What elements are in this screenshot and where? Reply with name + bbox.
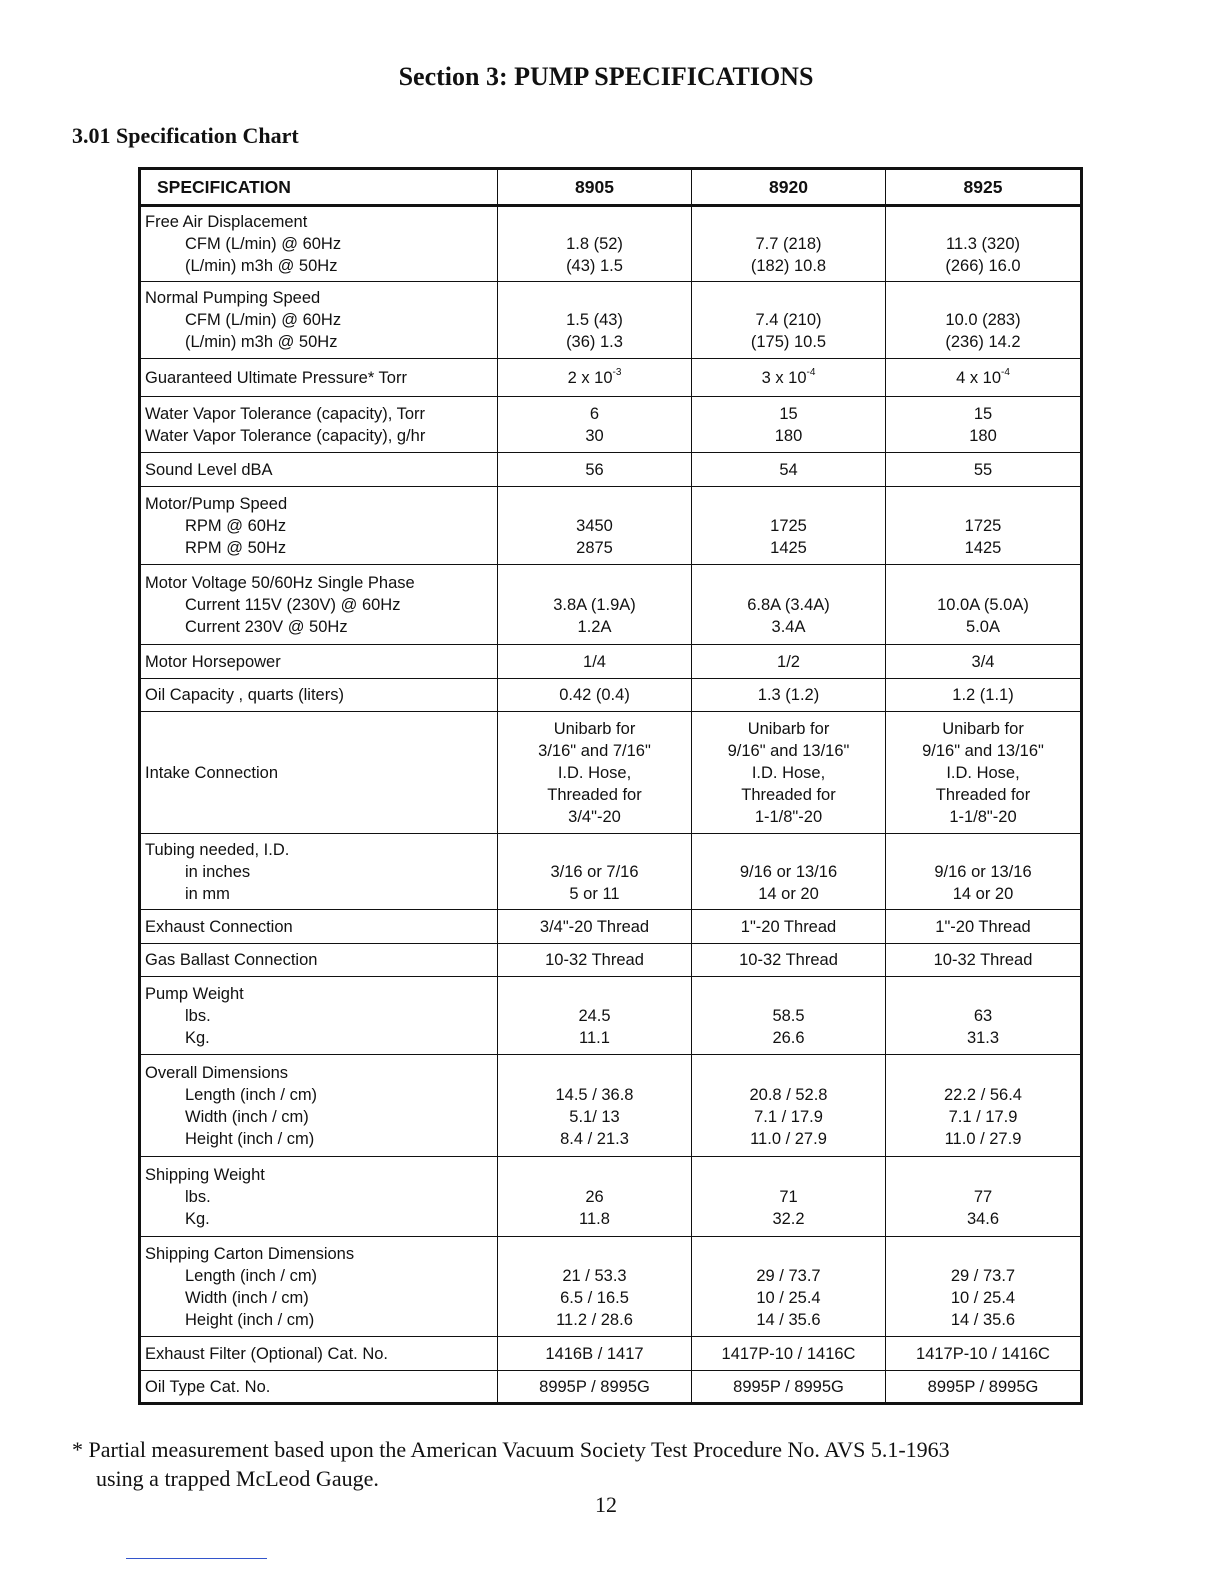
page-number: 12 — [595, 1492, 617, 1517]
row-ultimate-pressure — [140, 359, 1082, 397]
row-label: Motor Horsepower — [140, 645, 498, 679]
cell-8925: 4 x $10^{-4}$ — [886, 359, 1082, 397]
cell-8920: 15 180 — [692, 397, 886, 453]
cell-8925: 55 — [886, 453, 1082, 487]
cell-8905: 24.5 11.1 — [498, 977, 692, 1055]
cell-8905: 3/4"-20 Thread — [498, 910, 692, 944]
table-header-row — [140, 169, 1082, 206]
cell-8925: Unibarb for 9/16" and 13/16" I.D. Hose, Threaded for 1-1/8"-20 — [886, 712, 1082, 834]
row-exhaust-connection — [140, 910, 1082, 944]
cell-8920: 7.4 (210) (175) 10.5 — [692, 282, 886, 359]
cell-8920: 1.3 (1.2) — [692, 679, 886, 712]
cell-8905: 2 x $10^{-3}$ — [498, 359, 692, 397]
row-label: Motor/Pump Speed RPM @ 60Hz RPM @ 50Hz — [140, 487, 498, 565]
header-8925: 8925 — [886, 169, 1082, 206]
footer-rule — [126, 1558, 267, 1559]
cell-8920: 3 x $10^{-4}$ — [692, 359, 886, 397]
row-motor-pump-speed — [140, 487, 1082, 565]
row-label: Guaranteed Ultimate Pressure* Torr — [140, 359, 498, 397]
row-intake-connection — [140, 712, 1082, 834]
row-label: Sound Level dBA — [140, 453, 498, 487]
cell-8920: 7.7 (218) (182) 10.8 — [692, 206, 886, 282]
row-normal-pumping-speed — [140, 282, 1082, 359]
cell-8925: 9/16 or 13/16 14 or 20 — [886, 834, 1082, 910]
cell-8925: 63 31.3 — [886, 977, 1082, 1055]
cell-8905: 1416B / 1417 — [498, 1337, 692, 1371]
cell-8920: 8995P / 8995G — [692, 1371, 886, 1404]
row-gas-ballast — [140, 944, 1082, 977]
cell-8925: 10.0A (5.0A) 5.0A — [886, 565, 1082, 645]
cell-8920: 1"-20 Thread — [692, 910, 886, 944]
footnote — [72, 1435, 950, 1493]
cell-8905: 3/16 or 7/16 5 or 11 — [498, 834, 692, 910]
cell-8905: 1.8 (52) (43) 1.5 — [498, 206, 692, 282]
cell-8920: 1417P-10 / 1416C — [692, 1337, 886, 1371]
cell-8925: 8995P / 8995G — [886, 1371, 1082, 1404]
cell-8905: 26 11.8 — [498, 1157, 692, 1237]
row-oil-type — [140, 1371, 1082, 1404]
row-label: Overall Dimensions Length (inch / cm) Width (inch / cm) Height (inch / cm) — [140, 1055, 498, 1157]
row-exhaust-filter — [140, 1337, 1082, 1371]
row-label: Water Vapor Tolerance (capacity), Torr Water Vapor Tolerance (capacity), g/hr — [140, 397, 498, 453]
cell-8905: 1/4 — [498, 645, 692, 679]
cell-8920: 29 / 73.7 10 / 25.4 14 / 35.6 — [692, 1237, 886, 1337]
row-sound-level — [140, 453, 1082, 487]
row-label: Free Air Displacement CFM (L/min) @ 60Hz (L/min) m3h @ 50Hz — [140, 206, 498, 282]
row-pump-weight — [140, 977, 1082, 1055]
row-tubing-needed — [140, 834, 1082, 910]
row-label: Exhaust Filter (Optional) Cat. No. — [140, 1337, 498, 1371]
row-oil-capacity — [140, 679, 1082, 712]
row-shipping-weight — [140, 1157, 1082, 1237]
cell-8920: 10-32 Thread — [692, 944, 886, 977]
cell-8925: 29 / 73.7 10 / 25.4 14 / 35.6 — [886, 1237, 1082, 1337]
row-label: Shipping Carton Dimensions Length (inch / cm) Width (inch / cm) Height (inch / cm) — [140, 1237, 498, 1337]
cell-8920: 1725 1425 — [692, 487, 886, 565]
row-label: Motor Voltage 50/60Hz Single Phase Current 115V (230V) @ 60Hz Current 230V @ 50Hz — [140, 565, 498, 645]
cell-8905: 10-32 Thread — [498, 944, 692, 977]
cell-8920: Unibarb for 9/16" and 13/16" I.D. Hose, Threaded for 1-1/8"-20 — [692, 712, 886, 834]
cell-8905: 14.5 / 36.8 5.1/ 13 8.4 / 21.3 — [498, 1055, 692, 1157]
row-label: Oil Capacity , quarts (liters) — [140, 679, 498, 712]
cell-8925: 15 180 — [886, 397, 1082, 453]
row-free-air-displacement — [140, 206, 1082, 282]
cell-8925: 1725 1425 — [886, 487, 1082, 565]
row-label: Pump Weight lbs. Kg. — [140, 977, 498, 1055]
cell-8905: 21 / 53.3 6.5 / 16.5 11.2 / 28.6 — [498, 1237, 692, 1337]
row-overall-dimensions — [140, 1055, 1082, 1157]
cell-8925: 10-32 Thread — [886, 944, 1082, 977]
cell-8925: 11.3 (320) (266) 16.0 — [886, 206, 1082, 282]
row-label: Gas Ballast Connection — [140, 944, 498, 977]
row-shipping-carton-dimensions — [140, 1237, 1082, 1337]
row-label: Normal Pumping Speed CFM (L/min) @ 60Hz (L/min) m3h @ 50Hz — [140, 282, 498, 359]
cell-8925: 10.0 (283) (236) 14.2 — [886, 282, 1082, 359]
row-label: Tubing needed, I.D. in inches in mm — [140, 834, 498, 910]
row-label: Exhaust Connection — [140, 910, 498, 944]
cell-8905: 3450 2875 — [498, 487, 692, 565]
cell-8905: 6 30 — [498, 397, 692, 453]
cell-8925: 1417P-10 / 1416C — [886, 1337, 1082, 1371]
header-8905: 8905 — [498, 169, 692, 206]
header-8920: 8920 — [692, 169, 886, 206]
footnote-line-1: * Partial measurement based upon the American Vacuum Society Test Procedure No. AVS 5.1-1963 — [72, 1437, 950, 1462]
cell-8905: 1.5 (43) (36) 1.3 — [498, 282, 692, 359]
cell-8920: 71 32.2 — [692, 1157, 886, 1237]
cell-8920: 6.8A (3.4A) 3.4A — [692, 565, 886, 645]
cell-8905: 0.42 (0.4) — [498, 679, 692, 712]
cell-8905: Unibarb for 3/16" and 7/16" I.D. Hose, Threaded for 3/4"-20 — [498, 712, 692, 834]
cell-8925: 1"-20 Thread — [886, 910, 1082, 944]
footnote-line-2: using a trapped McLeod Gauge. — [96, 1466, 379, 1491]
cell-8920: 1/2 — [692, 645, 886, 679]
cell-8920: 20.8 / 52.8 7.1 / 17.9 11.0 / 27.9 — [692, 1055, 886, 1157]
cell-8925: 1.2 (1.1) — [886, 679, 1082, 712]
cell-8920: 54 — [692, 453, 886, 487]
cell-8905: 3.8A (1.9A) 1.2A — [498, 565, 692, 645]
specification-table — [138, 167, 1083, 1405]
cell-8920: 58.5 26.6 — [692, 977, 886, 1055]
cell-8905: 8995P / 8995G — [498, 1371, 692, 1404]
cell-8925: 22.2 / 56.4 7.1 / 17.9 11.0 / 27.9 — [886, 1055, 1082, 1157]
section-title: Section 3: PUMP SPECIFICATIONS — [398, 62, 814, 91]
row-motor-voltage — [140, 565, 1082, 645]
row-water-vapor-tolerance — [140, 397, 1082, 453]
cell-8925: 77 34.6 — [886, 1157, 1082, 1237]
sub-section-title: 3.01 Specification Chart — [72, 123, 299, 148]
cell-8905: 56 — [498, 453, 692, 487]
cell-8920: 9/16 or 13/16 14 or 20 — [692, 834, 886, 910]
row-label: Intake Connection — [140, 712, 498, 834]
header-specification: SPECIFICATION — [140, 169, 498, 206]
cell-8925: 3/4 — [886, 645, 1082, 679]
row-motor-horsepower — [140, 645, 1082, 679]
row-label: Oil Type Cat. No. — [140, 1371, 498, 1404]
row-label: Shipping Weight lbs. Kg. — [140, 1157, 498, 1237]
